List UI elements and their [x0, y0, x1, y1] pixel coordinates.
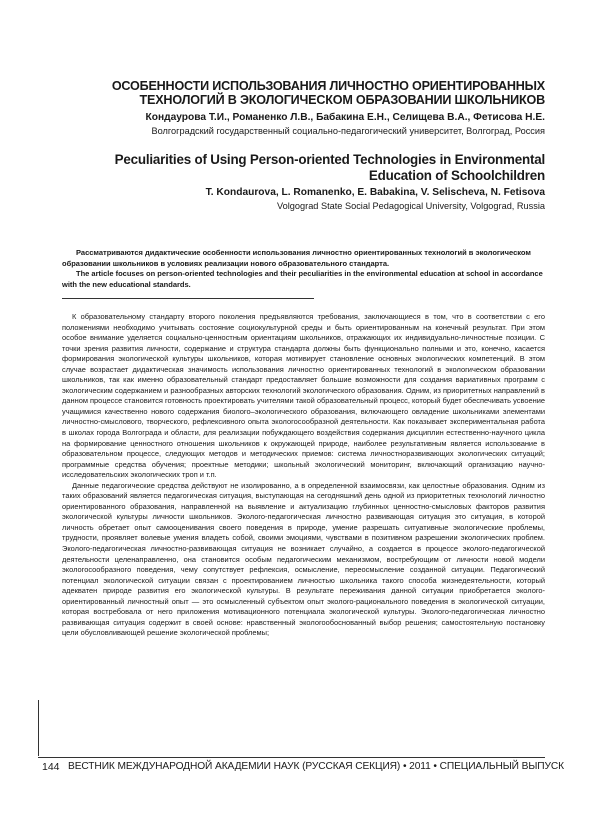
body-paragraph-1: К образовательному стандарту второго поколения предъявляются требования, заключающиеся в том, что в соответствии с его положениями необходимо учитывать состояние социокультурной среды и быть ориентированным на конечный результат. При этом особое внимание уделяется социально-ценностным ориентациям школьников, отражающих их индивидуально-личностные позиции. С точки зрения развития личности, содержание и структура стандарта должны быть функционально полными и это, конечно, касается формирования экологической культуры школьников, которая мотивирует становление основных экологических компетенций. В этом случае возрастает дидактическая значимость использования личностно ориентированных технологий в экологическом образовании школьников, так как именно образовательный стандарт предоставляет большие возможности для создания вариативных программ с экологическим содержанием и разнообразных авторских технологий экологического образования. Одним, из приоритетных направлений в данном процессе становится готовность проектировать учителями такой образовательный процесс, который будет обеспечивать усвоение учащимися качественно нового содержания биолого–экологического образования, включающего овладение школьниками элементами личностно-смыслового, творческого, рефлексивного опыта экологосообразной деятельности. Как показывает экспериментальная работа в школах города Волгограда и области, для реализации побуждающего воздействия содержания дисциплин естественно-научного цикла на формирование ценностного отношения школьников к окружающей природе, наиболее результативным является использование в образовательном процессе, следующих методов и методических приемов: система личностноразвивающих экологических ситуаций; программные средства обучения; проектные методики; школьный экологический мониторинг, включающий организацию научно-исследовательских экологических троп и т.п.: [62, 312, 545, 480]
footer-side-rule: [38, 700, 39, 756]
title-en-line-2: Education of Schoolchildren: [368, 167, 545, 183]
title-ru-line-2: ТЕХНОЛОГИЙ В ЭКОЛОГИЧЕСКОМ ОБРАЗОВАНИИ ШКОЛЬНИКОВ: [139, 92, 545, 107]
affiliation-ru: Волгоградский государственный социально-педагогический университет, Волгоград, Россия: [151, 126, 545, 136]
affiliation-en: Volgograd State Social Pedagogical University, Volgograd, Russia: [277, 201, 545, 211]
article-title-ru: [60, 80, 545, 107]
article-body: [62, 312, 545, 639]
abstract: [62, 248, 545, 290]
footer-rule: [38, 757, 545, 758]
body-paragraph-2: Данные педагогические средства действуют не изолированно, а в определенной взаимосвязи, как целостные образования. Одним из таких образований является педагогическая ситуация, выступающая на сегодняшний день одной из приоритетных технологий личностно ориентированного образования, направленной на выявление и актуализацию глубинных ценностно-смысловых факторов развития экологической культуры личности школьников. Эколого-педагогическая личностно развивающая ситуация это ситуация, в которой личность обретает опыт самооценивания своего поведения в природе, умение разрешать ситуативные экологические проблемы, трудности, проявляет волевые умения владеть собой, своими эмоциями, чувствами в позитивном разрешении экологических проблем. Эколого-педагогическая личностно-развивающая ситуация не возникает случайно, а создается в процессе эколого-педагогической деятельности целенаправленно, она становится особым педагогическим механизмом, востребующим от личности новой модели экологосообразного поведения, чему сопутствует рефлексия, осмысление, переосмысление созданной ситуации. Педагогический потенциал экологической ситуации связан с проектированием личностью школьника такого способа жизнедеятельности, который адекватен природе развития его экологической культуры. В результате переживания данной ситуации приобретается эколого-ориентированный личностный опыт — это осмысленный субъектом опыт эколого-рационального поведения в экологической ситуации, которая востребовала от него приложения мотивационного потенциала экологической культуры. Эколого-педагогическая личностно развивающая ситуация содержит в своей основе: нравственный экологообоснованный выбор решения; самостоятельную постановку цели обусловливающей решение экологической проблемы;: [62, 480, 545, 638]
title-ru-line-1: ОСОБЕННОСТИ ИСПОЛЬЗОВАНИЯ ЛИЧНОСТНО ОРИЕНТИРОВАННЫХ: [111, 79, 545, 93]
authors-en: T. Kondaurova, L. Romanenko, E. Babakina, V. Selischeva, N. Fetisova: [205, 187, 545, 198]
title-en-line-1: Peculiarities of Using Person-oriented Technologies in Environmental: [114, 152, 545, 167]
abstract-divider: [62, 298, 314, 299]
authors-ru: Кондаурова Т.И., Романенко Л.В., Бабакина Е.Н., Селищева В.А., Фетисова Н.Е.: [145, 112, 545, 123]
page-number: 144: [42, 761, 60, 773]
abstract-en: The article focuses on person-oriented technologies and their peculiarities in the environmental education at school in accordance with the new educational standards.: [62, 269, 543, 289]
article-title-en: [60, 152, 545, 183]
abstract-ru: Рассматриваются дидактические особенности использования личностно ориентированных технологий в экологическом образовании школьников в условиях реализации нового образовательного стандарта.: [62, 248, 531, 268]
journal-running-footer: ВЕСТНИК МЕЖДУНАРОДНОЙ АКАДЕМИИ НАУК (РУССКАЯ СЕКЦИЯ) • 2011 • СПЕЦИАЛЬНЫЙ ВЫПУСК: [68, 761, 564, 772]
